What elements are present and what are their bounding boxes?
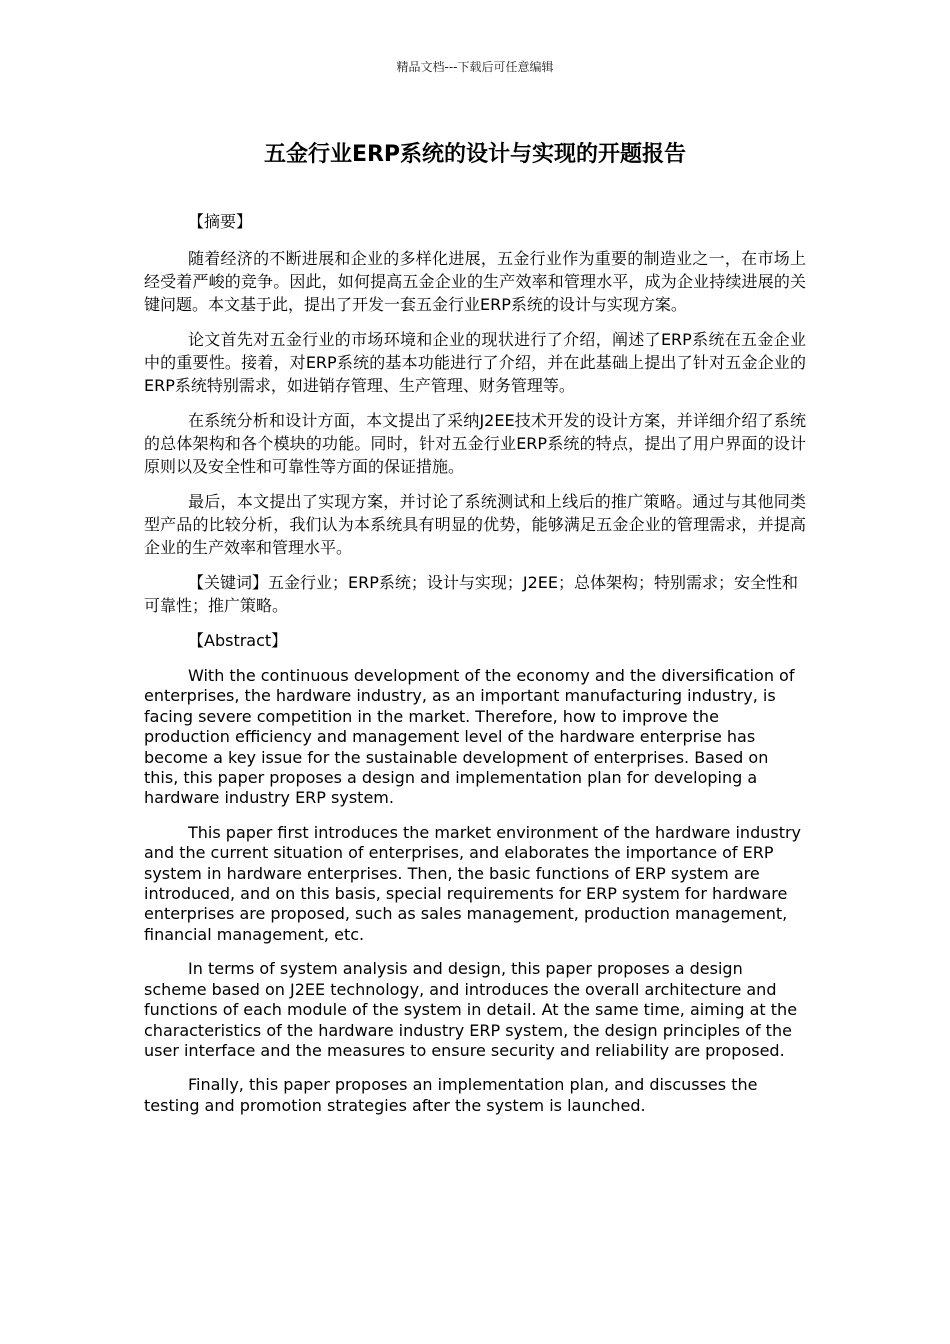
abstract-en-heading: 【Abstract】 xyxy=(188,631,288,650)
abstract-cn-paragraph-1: 随着经济的不断进展和企业的多样化进展，五金行业作为重要的制造业之一，在市场上经受着严峻的竞争。因此，如何提高五金企业的生产效率和管理水平，成为企业持续进展的关键问题。本文基于此，提出了开发一套五金行业ERP系统的设计与实现方案。 xyxy=(144,249,806,314)
abstract-en-paragraph-3: In terms of system analysis and design, this paper proposes a design scheme based on J2EE technology, and introduces the overall architecture and functions of each module of the system in detail. At the same time, aiming at the characteristics of the hardware industry ERP system, the design principles of the user interface and the measures to ensure security and reliability are proposed. xyxy=(144,959,798,1060)
abstract-en-paragraph-4: Finally, this paper proposes an implementation plan, and discusses the testing and promotion strategies after the system is launched. xyxy=(144,1075,758,1115)
abstract-cn-paragraph-2: 论文首先对五金行业的市场环境和企业的现状进行了介绍，阐述了ERP系统在五金企业中的重要性。接着，对ERP系统的基本功能进行了介绍，并在此基础上提出了针对五金企业的ERP系统特别需求，如进销存管理、生产管理、财务管理等。 xyxy=(144,330,806,395)
abstract-en-paragraph-1: With the continuous development of the economy and the diversification of enterprises, the hardware industry, as an important manufacturing industry, is facing severe competition in the market. Therefore, how to improve the production efficiency and management level of the hardware enterprise has become a key issue for the sustainable development of enterprises. Based on this, this paper proposes a design and implementation plan for developing a hardware industry ERP system. xyxy=(144,666,795,808)
document-body xyxy=(144,210,806,1130)
abstract-cn-paragraph-4: 最后，本文提出了实现方案，并讨论了系统测试和上线后的推广策略。通过与其他同类型产品的比较分析，我们认为本系统具有明显的优势，能够满足五金企业的管理需求，并提高企业的生产效率和管理水平。 xyxy=(144,492,806,557)
header-note: 精品文档---下载后可任意编辑 xyxy=(396,60,554,74)
abstract-en-section xyxy=(144,629,806,1116)
abstract-cn-section xyxy=(144,210,806,617)
document-title: 五金行业ERP系统的设计与实现的开题报告 xyxy=(263,142,687,167)
abstract-cn-paragraph-3: 在系统分析和设计方面，本文提出了采纳J2EE技术开发的设计方案，并详细介绍了系统的总体架构和各个模块的功能。同时，针对五金行业ERP系统的特点，提出了用户界面的设计原则以及安全性和可靠性等方面的保证措施。 xyxy=(144,411,806,476)
abstract-cn-heading: 【摘要】 xyxy=(188,212,253,231)
keywords-line: 【关键词】五金行业；ERP系统；设计与实现；J2EE；总体架构；特别需求；安全性和可靠性；推广策略。 xyxy=(144,573,798,615)
abstract-en-paragraph-2: This paper first introduces the market environment of the hardware industry and the current situation of enterprises, and elaborates the importance of ERP system in hardware enterprises. Then, the basic functions of ERP system are introduced, and on this basis, special requirements for ERP system for hardware enterprises are proposed, such as sales management, production management, financial management, etc. xyxy=(144,822,802,944)
